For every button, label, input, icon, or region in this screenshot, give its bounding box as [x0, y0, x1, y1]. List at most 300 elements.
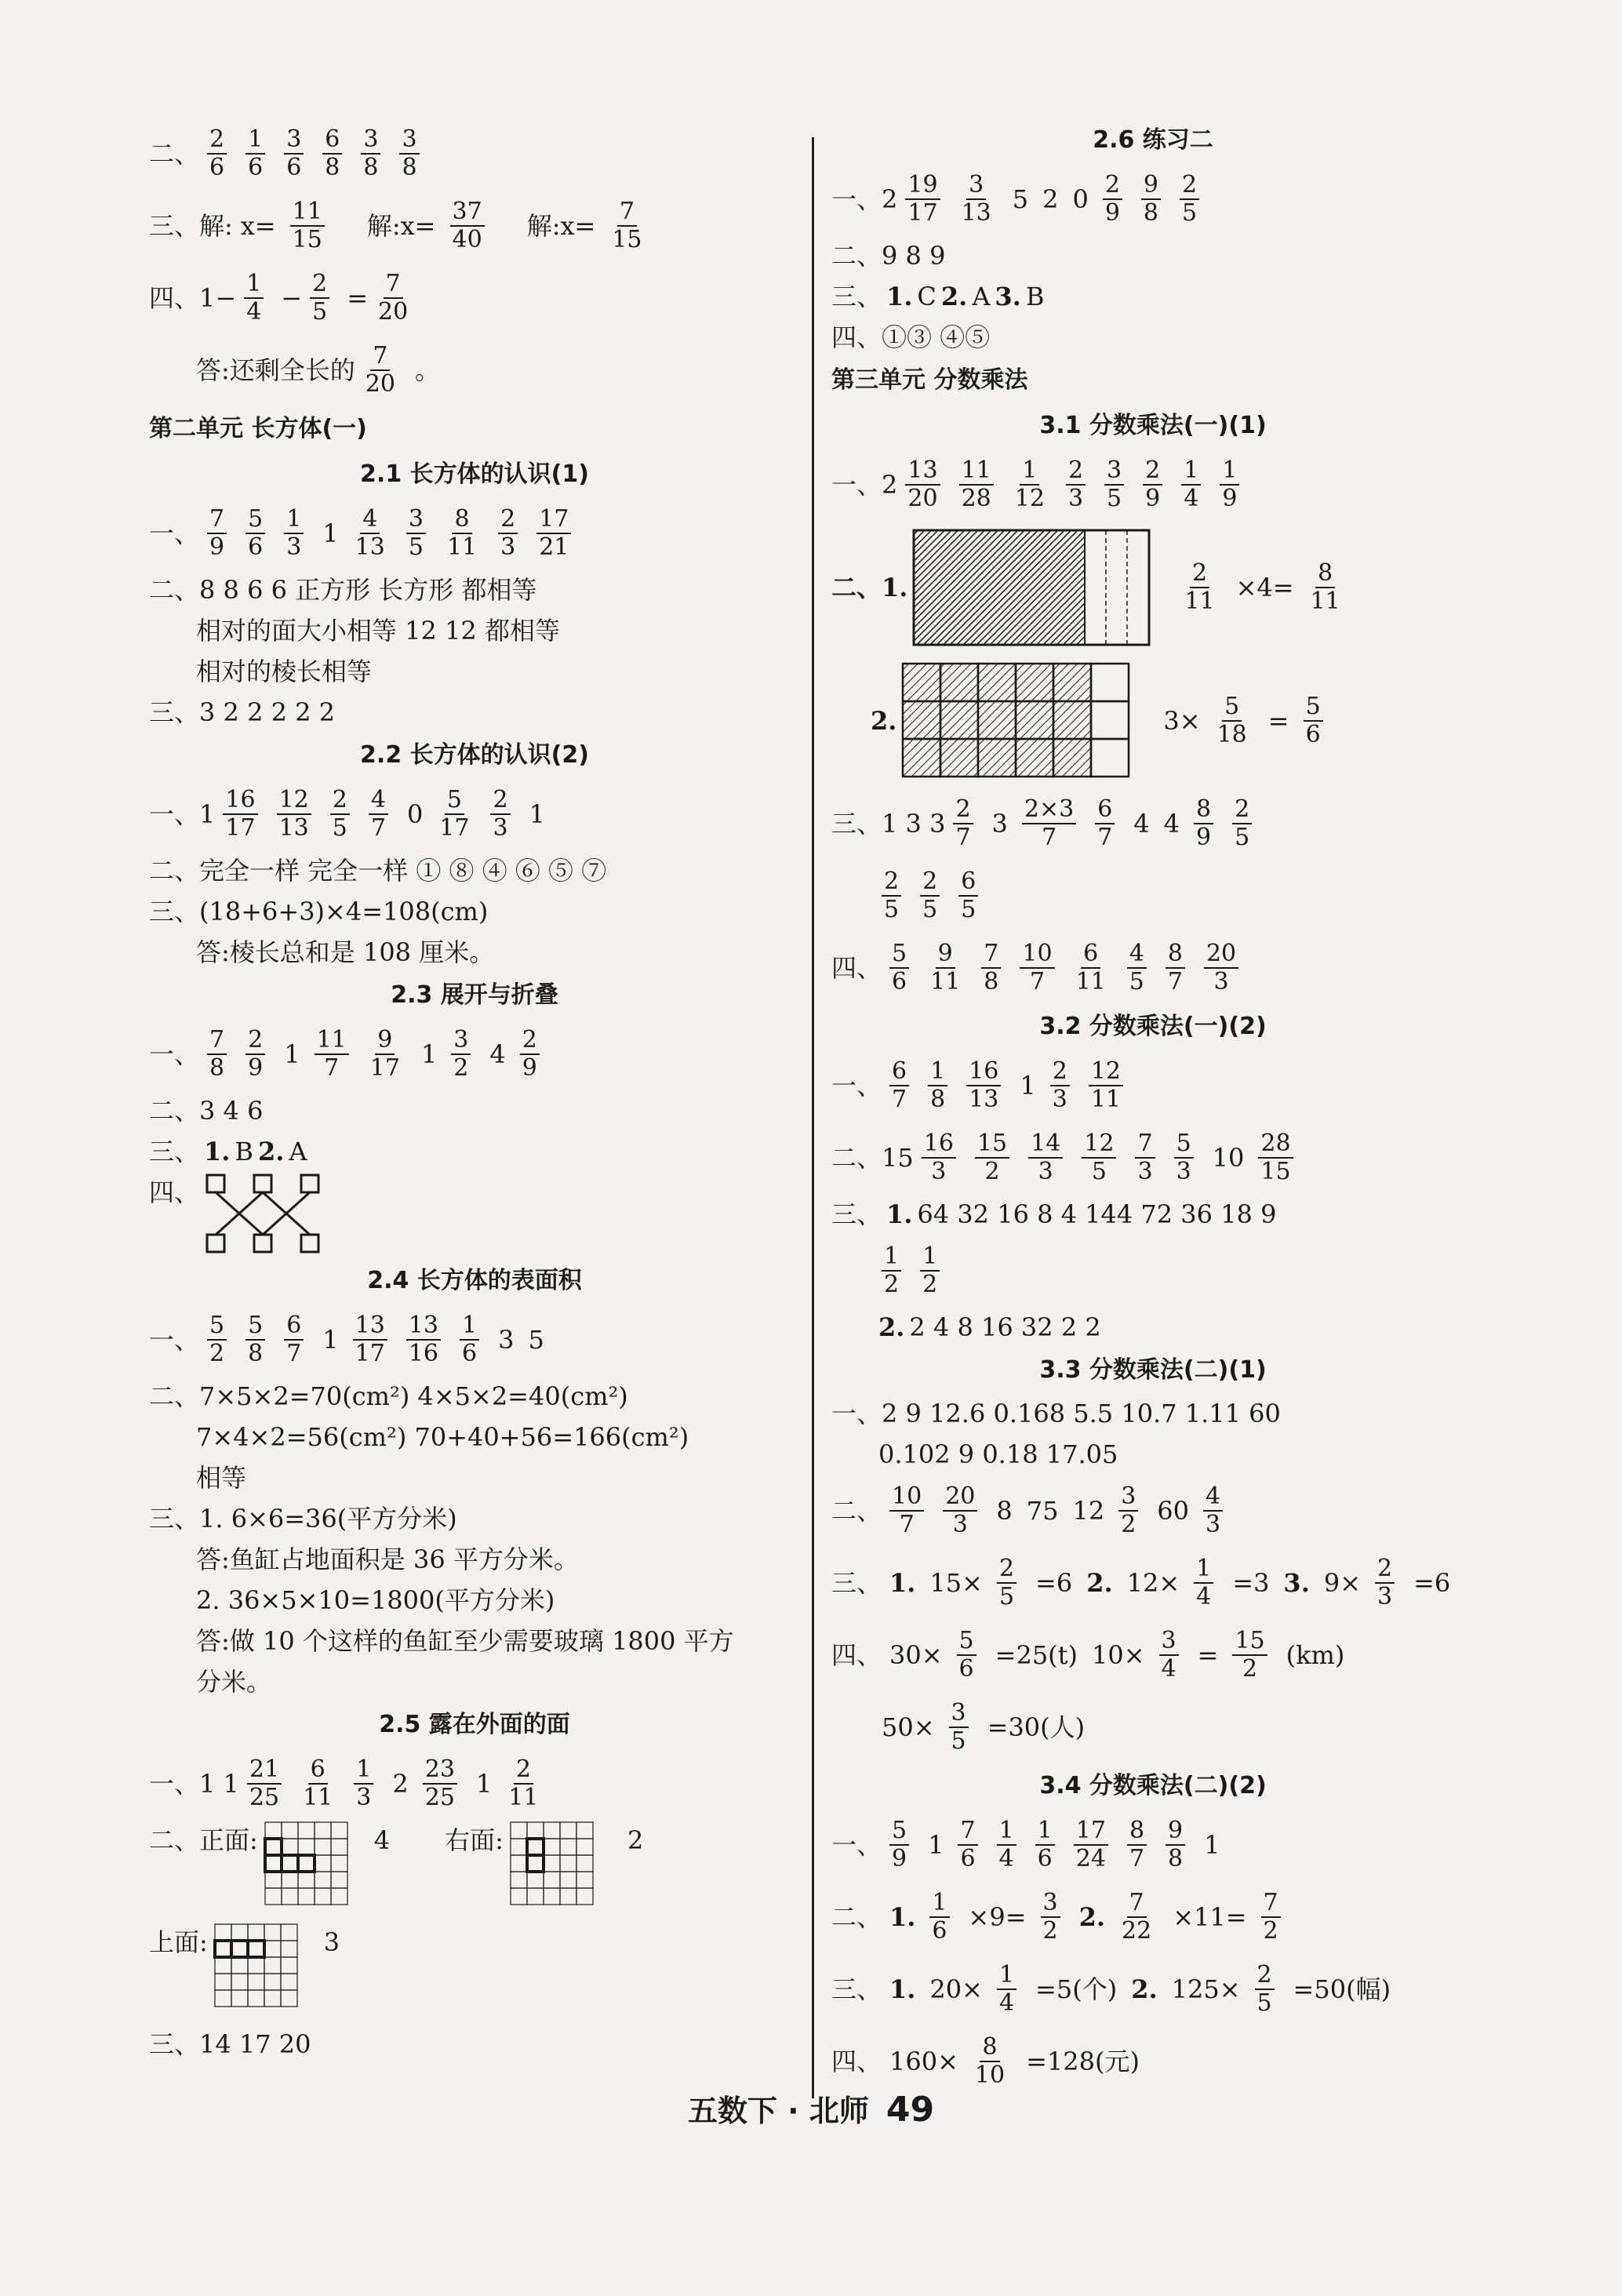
fraction [929, 1890, 949, 1945]
fraction [1166, 941, 1185, 995]
item-label: 三、 [831, 1568, 882, 1598]
answer-line [149, 1304, 800, 1376]
denominator: 9 [248, 1054, 264, 1082]
numerator: 5 [245, 506, 265, 534]
view-label: 上面: [149, 1927, 208, 1957]
fraction [882, 1243, 901, 1298]
page-footer [0, 2087, 1622, 2130]
numerator: 3 [1118, 1483, 1138, 1512]
fraction [506, 1756, 540, 1811]
numerator: 1 [1181, 457, 1201, 486]
answer-line: 二、完全一样 完全一样 ① ⑧ ④ ⑥ ⑤ ⑦ [149, 856, 607, 886]
numerator: 13 [905, 457, 940, 486]
fraction [949, 1700, 969, 1755]
fraction [1013, 457, 1047, 512]
numerator: 37 [450, 198, 485, 227]
denominator: 8 [325, 154, 340, 181]
answer-line [831, 1235, 1475, 1307]
answer-line [831, 276, 1475, 317]
grid-cell [282, 1855, 298, 1872]
numerator: 4 [1127, 941, 1147, 969]
denominator: 11 [508, 1784, 539, 1811]
answer-line [149, 190, 800, 262]
denominator: 5 [998, 1583, 1015, 1610]
denominator: 11 [1184, 588, 1215, 615]
answer-value: 160× [889, 2047, 958, 2076]
grid-cell [265, 1888, 282, 1905]
item-number: 2. [878, 1312, 905, 1342]
denominator: 7 [324, 1054, 340, 1082]
numerator: 5 [207, 1312, 227, 1341]
denominator: 4 [998, 1989, 1015, 2017]
denominator: 3 [1137, 1158, 1153, 1185]
fraction [284, 1312, 304, 1367]
grid-cell [265, 1839, 282, 1855]
answer-value: 30× [889, 1640, 943, 1670]
answer-value: =6 [1413, 1568, 1451, 1598]
denominator: 6 [209, 154, 225, 181]
fraction [1255, 1962, 1275, 2017]
answer-value: 3 [323, 1927, 340, 1957]
item-label: 三、 [831, 282, 882, 311]
fraction [1127, 941, 1147, 995]
fraction [1050, 1058, 1070, 1113]
answer-value: 1 [322, 1325, 339, 1355]
numerator: 1 [284, 506, 304, 534]
mixed-list [886, 1483, 1238, 1538]
answer-value: 9× [1323, 1568, 1361, 1598]
denominator: 20 [365, 370, 395, 398]
mixed-list [878, 1243, 955, 1298]
item-label: 二、 [149, 139, 200, 169]
answer-value: 3× [1163, 706, 1201, 736]
grid-cell [281, 1957, 297, 1974]
fraction [1308, 560, 1343, 615]
equation [1160, 693, 1338, 748]
denominator: 13 [278, 814, 309, 842]
denominator: 5 [1129, 968, 1144, 995]
numerator: 2 [490, 787, 510, 815]
fraction [1119, 1890, 1154, 1945]
section-heading: 3.1 分数乘法(一)(1) [1039, 412, 1267, 439]
answer-line [831, 1122, 1475, 1194]
fraction [953, 796, 973, 851]
grid-cell [331, 1839, 347, 1855]
fraction [1258, 1130, 1293, 1185]
denominator: 11 [446, 533, 478, 561]
numerator: 11 [959, 457, 994, 486]
fraction [957, 1628, 976, 1683]
numerator: 7 [617, 198, 637, 227]
answer-line: 答:做 10 个这样的鱼缸至少需要玻璃 1800 平方 [196, 1626, 734, 1656]
grid-cell [576, 1872, 593, 1888]
denominator: 20 [907, 485, 938, 512]
grid-cell [511, 1855, 527, 1872]
fraction [284, 126, 304, 181]
fraction [920, 868, 940, 923]
denominator: 9 [522, 1054, 537, 1082]
fraction [1181, 457, 1201, 512]
denominator: 22 [1122, 1917, 1152, 1945]
denominator: 28 [961, 485, 991, 512]
box-icon [254, 1235, 271, 1252]
denominator: 13 [355, 533, 385, 561]
denominator: 15 [1260, 1158, 1291, 1185]
answer-line: 二、9 8 9 [831, 241, 946, 271]
fraction [958, 868, 978, 923]
grid-cell [544, 1888, 560, 1905]
fraction [1041, 1890, 1060, 1945]
grid-cell [248, 1990, 264, 2007]
denominator: 7 [370, 814, 386, 842]
answer-line [831, 1953, 1475, 2025]
section-heading: 2.1 长方体的认识(1) [360, 460, 589, 488]
highlight-cell [265, 1855, 282, 1872]
numerator: 5 [445, 787, 464, 815]
grid-cell [1053, 664, 1091, 701]
fraction [363, 343, 398, 398]
item-number: 2. [1078, 1902, 1105, 1932]
item-label: 四、 [149, 1177, 200, 1207]
denominator: 3 [1038, 1158, 1053, 1185]
answer-line: 二、7×5×2=70(cm²) 4×5×2=40(cm²) [149, 1381, 628, 1411]
answer-value: x= [240, 211, 276, 241]
box-icon [254, 1175, 271, 1192]
grid-cell [315, 1822, 331, 1839]
denominator: 5 [1091, 1158, 1107, 1185]
fraction [450, 198, 485, 253]
grid-cell [527, 1855, 544, 1872]
grid-cell [331, 1888, 347, 1905]
answer-line: 答:鱼缸占地面积是 36 平方分米。 [196, 1545, 579, 1574]
fraction-list [204, 126, 435, 181]
fraction [369, 787, 388, 842]
answer-value: 8 [996, 1496, 1013, 1526]
denominator: 5 [312, 298, 328, 326]
highlight-cell [282, 1855, 298, 1872]
fraction [889, 1818, 909, 1872]
fraction [361, 126, 380, 181]
fraction [368, 1027, 402, 1082]
answer-value: 3 [991, 809, 1008, 839]
item-number: 2. [940, 282, 968, 311]
denominator: 3 [1206, 1511, 1221, 1538]
fraction [1375, 1556, 1395, 1610]
numerator: 2 [310, 271, 329, 299]
numerator: 1 [244, 271, 264, 299]
grid-cell [1016, 739, 1053, 777]
numerator: 12 [277, 787, 311, 815]
denominator: 17 [907, 199, 938, 227]
item-number: 1. [204, 1137, 231, 1166]
answer-line [831, 163, 1475, 235]
answer-line [149, 778, 800, 850]
answer-value: 60 [1157, 1496, 1189, 1526]
item-label: 三、 [831, 1199, 882, 1229]
fraction [609, 198, 644, 253]
denominator: 5 [408, 533, 424, 561]
fraction [889, 941, 909, 995]
denominator: 5 [922, 896, 938, 923]
denominator: 6 [286, 154, 302, 181]
numerator: 16 [966, 1058, 1001, 1086]
denominator: 7 [899, 1511, 915, 1538]
answer-line: 一、2 9 12.6 0.168 5.5 10.7 1.11 60 [831, 1399, 1281, 1428]
fraction [207, 126, 227, 181]
grid-cell [940, 739, 978, 777]
numerator: 3 [1104, 457, 1124, 486]
numerator: 9 [1141, 172, 1161, 200]
answer-value: 15× [929, 1568, 983, 1598]
fraction [284, 506, 304, 561]
numerator: 5 [889, 941, 909, 969]
numerator: 5 [1222, 693, 1242, 722]
answer-value: ×4= [1235, 573, 1294, 602]
fraction [1089, 1058, 1123, 1113]
answer-value: =128(元) [1026, 2047, 1140, 2076]
denominator: 8 [363, 154, 379, 181]
answer-line: 三、1. 6×6=36(平方分米) [149, 1504, 457, 1534]
numerator: 6 [284, 1312, 304, 1341]
fraction [245, 1312, 265, 1367]
grid-cell [511, 1839, 527, 1855]
denominator: 3 [356, 1784, 372, 1811]
fraction [223, 787, 257, 842]
item-number: 2. [1131, 1974, 1158, 2004]
numerator: 16 [922, 1130, 956, 1159]
grid-cell [215, 1990, 231, 2007]
right-view-grid [508, 1820, 596, 1908]
grid-cell [215, 1974, 231, 1990]
denominator: 9 [1145, 485, 1161, 512]
answer-text: C [917, 282, 936, 311]
fraction [1159, 1628, 1179, 1683]
fraction [966, 1058, 1001, 1113]
denominator: 2 [984, 1158, 1000, 1185]
numerator: 2 [1180, 172, 1199, 200]
grid-cell [215, 1941, 231, 1957]
answer-value: 2 [392, 1769, 409, 1799]
item-label: 二、15 [831, 1143, 914, 1173]
numerator: 3 [1159, 1628, 1179, 1656]
answer-value: 1 [284, 1039, 300, 1069]
numerator: 16 [223, 787, 257, 815]
fraction [1095, 796, 1115, 851]
denominator: 16 [408, 1340, 439, 1367]
item-label: 四、1− [149, 283, 237, 313]
fraction [889, 1483, 924, 1538]
fraction [1304, 693, 1323, 748]
grid-cell [511, 1822, 527, 1839]
grid-cell [298, 1822, 315, 1839]
numerator: 8 [980, 2034, 999, 2062]
numerator: 9 [936, 941, 955, 969]
grid-cell [1016, 701, 1053, 739]
grid-cell [560, 1855, 576, 1872]
item-label: 二、 [831, 1902, 882, 1932]
fraction [997, 1818, 1016, 1872]
grid-cell [298, 1888, 315, 1905]
item-number: 1. [889, 1974, 916, 2004]
answer-value: =50(幅) [1293, 1974, 1391, 2004]
numerator: 19 [905, 172, 940, 200]
denominator: 40 [452, 226, 482, 253]
item-label: 一、 [149, 519, 200, 548]
answer-line: 分米。 [196, 1667, 272, 1697]
fraction [1028, 1130, 1063, 1185]
numerator: 5 [1304, 693, 1323, 722]
denominator: 4 [1196, 1583, 1212, 1610]
denominator: 6 [932, 1917, 947, 1945]
denominator: 9 [1222, 485, 1238, 512]
denominator: 8 [402, 154, 417, 181]
numerator: 7 [1261, 1890, 1281, 1918]
numerator: 6 [889, 1058, 909, 1086]
denominator: 5 [951, 1727, 966, 1755]
answer-value: = [1197, 1640, 1219, 1670]
answer-value: 1 [1020, 1071, 1036, 1101]
grid-cell [978, 701, 1016, 739]
denominator: 6 [248, 533, 264, 561]
numerator: 21 [247, 1756, 282, 1785]
denominator: 8 [984, 968, 999, 995]
numerator: 17 [1074, 1818, 1108, 1846]
grid-cell [281, 1990, 297, 2007]
denominator: 2 [453, 1054, 469, 1082]
grid-cell [1053, 701, 1091, 739]
denominator: 5 [1235, 824, 1250, 851]
item-label: 一、 [831, 1071, 882, 1101]
numerator: 6 [1081, 941, 1100, 969]
grid-cell [231, 1957, 248, 1974]
numerator: 2 [245, 1027, 265, 1055]
answer-value: (km) [1286, 1640, 1345, 1670]
fraction [928, 1058, 947, 1113]
numerator: 2 [1103, 172, 1122, 200]
mixed-list [204, 1312, 555, 1367]
fraction [536, 506, 571, 561]
unit-title: 第二单元 长方体(一) [149, 415, 367, 442]
denominator: 8 [930, 1086, 946, 1113]
numerator: 2 [1066, 457, 1086, 486]
grid-cell [265, 1872, 282, 1888]
denominator: 6 [958, 1655, 974, 1683]
denominator: 5 [884, 896, 900, 923]
fraction [322, 126, 342, 181]
numerator: 2 [1190, 560, 1209, 588]
denominator: 24 [1075, 1845, 1106, 1872]
denominator: 3 [931, 1158, 947, 1185]
denominator: 9 [1196, 824, 1212, 851]
numerator: 1 [997, 1818, 1016, 1846]
denominator: 8 [209, 1054, 225, 1082]
numerator: 2 [498, 506, 518, 534]
answer-line [831, 449, 1475, 521]
fraction [1118, 1483, 1138, 1538]
item-number: 3. [1283, 1568, 1310, 1598]
numerator: 1 [1220, 457, 1239, 486]
answer-value: 解:x= [366, 211, 436, 241]
denominator: 13 [961, 199, 991, 227]
fraction [905, 457, 940, 512]
denominator: 3 [952, 1511, 968, 1538]
shaded-region [914, 530, 1085, 645]
fraction [1143, 457, 1162, 512]
numerator: 2 [882, 868, 901, 897]
fraction [905, 172, 940, 227]
grid-cell [940, 664, 978, 701]
grid-cell [1091, 664, 1129, 701]
box-icon [207, 1175, 224, 1192]
column-divider [812, 137, 814, 2098]
grid-cell [231, 1974, 248, 1990]
fraction [330, 787, 350, 842]
grid-cell [527, 1888, 544, 1905]
highlight-cell [231, 1941, 248, 1957]
answer-value: 2 [1042, 184, 1059, 214]
answer-line: 2. 36×5×10=1800(平方分米) [196, 1585, 555, 1615]
fraction [1166, 1818, 1185, 1872]
grid-cell [511, 1872, 527, 1888]
highlight-cell [298, 1855, 315, 1872]
denominator: 3 [493, 814, 508, 842]
fraction [1180, 172, 1199, 227]
numerator: 1 [354, 1756, 373, 1785]
fraction [1135, 1130, 1155, 1185]
grid-cell [903, 739, 940, 777]
numerator: 2 [1232, 796, 1252, 824]
answer-value: 12 [1072, 1496, 1105, 1526]
answer-value: 75 [1026, 1496, 1059, 1526]
item-label: 一、1 1 [149, 1769, 239, 1799]
fraction [207, 1312, 227, 1367]
denominator: 4 [246, 298, 262, 326]
grid-cell [331, 1855, 347, 1872]
answer-line: 二、8 8 6 6 正方形 长方形 都相等 [149, 575, 537, 605]
denominator: 11 [303, 1784, 333, 1811]
grid-cell [282, 1822, 298, 1839]
numerator: 5 [889, 1818, 909, 1846]
numerator: 2 [920, 868, 940, 897]
denominator: 4 [1161, 1655, 1176, 1683]
answer-line [831, 1547, 1475, 1619]
numerator: 1 [1020, 457, 1039, 486]
answer-value: =25(t) [995, 1640, 1078, 1670]
answer-value: 125× [1171, 1974, 1241, 2004]
front-view-grid [263, 1820, 351, 1908]
fraction [277, 787, 311, 842]
answer-value: 4 [489, 1039, 506, 1069]
mixed-list [918, 1130, 1309, 1185]
answer-text: A [972, 282, 991, 311]
denominator: 8 [1143, 199, 1159, 227]
answer-value: 4 [1163, 809, 1180, 839]
numerator: 15 [975, 1130, 1009, 1159]
answer-text: 64 32 16 8 4 144 72 36 18 9 [917, 1199, 1277, 1229]
highlight-cell [527, 1839, 544, 1855]
numerator: 7 [207, 506, 227, 534]
equation [886, 1890, 1297, 1945]
answer-value: 4 [1133, 809, 1150, 839]
grid-cell [264, 1924, 281, 1941]
numerator: 7 [370, 343, 390, 371]
answer-line [149, 1131, 800, 1172]
fraction [290, 198, 325, 253]
answer-value: 5 [528, 1325, 544, 1355]
fraction [959, 457, 994, 512]
answer-line [149, 1922, 800, 2024]
highlight-cell [248, 1941, 264, 1957]
